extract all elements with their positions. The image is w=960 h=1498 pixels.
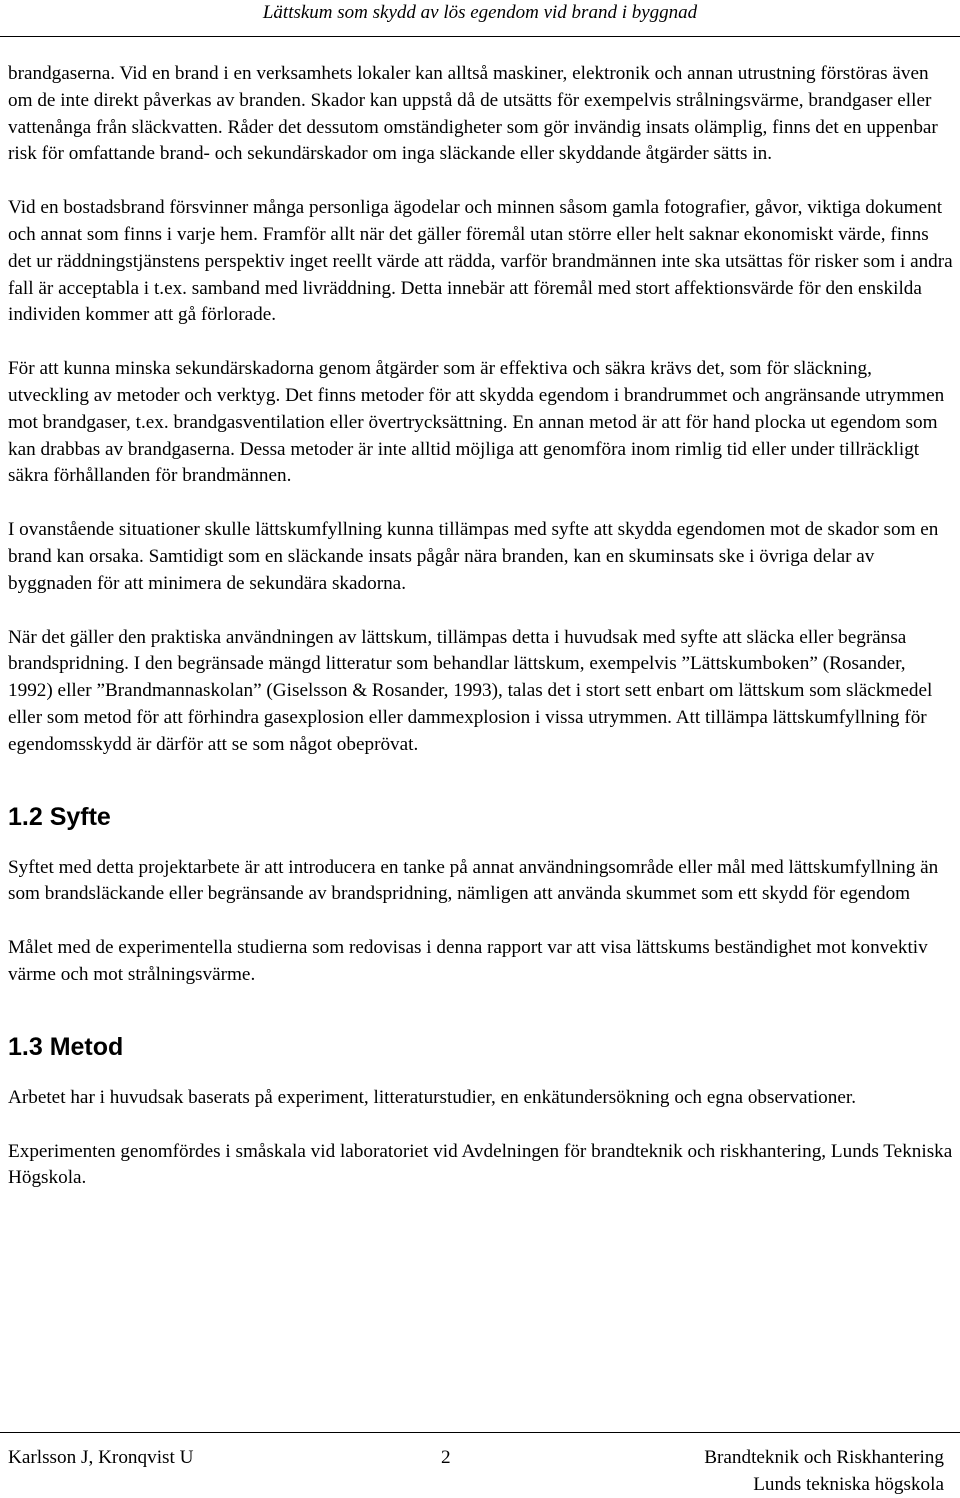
document-body	[8, 61, 953, 1219]
running-header: Lättskum som skydd av lös egendom vid brand i byggnad	[262, 2, 698, 23]
body-paragraph: Syftet med detta projektarbete är att introducera en tanke på annat användningsområde eller mål med lättskumfyllning än som brandsläckande eller begränsande av brandspridning, nämligen att använda skummet som ett skydd för egendom	[8, 856, 939, 905]
body-paragraph: I ovanstående situationer skulle lättskumfyllning kunna tillämpas med syfte att skydda egendomen mot de skador som en brand kan orsaka. Samtidigt som en släckande insats pågår nära branden, kan en skuminsats ske i övriga delar av byggnaden för att minimera de sekundära skadorna.	[8, 519, 939, 594]
page-number: 2	[441, 1447, 451, 1468]
body-paragraph: När det gäller den praktiska användningen av lättskum, tillämpas detta i huvudsak med syfte att släcka eller begränsa brandspridning. I den begränsade mängd litteratur som behandlar lättskum, exempelvis ”Lättskumboken” (Rosander, 1992) eller ”Brandmannaskolan” (Giselsson & Rosander, 1993), talas det i stort sett enbart om lättskum som släckmedel eller som metod för att förhindra gasexplosion eller dammexplosion i vissa utrymmen. Att tillämpa lättskumfyllning för egendomsskydd är därför att se som något obeprövat.	[8, 626, 933, 755]
footer-department: Brandteknik och Riskhantering	[704, 1447, 944, 1468]
footer-divider	[0, 1432, 960, 1433]
body-paragraph: Vid en bostadsbrand försvinner många personliga ägodelar och minnen såsom gamla fotografier, gåvor, viktiga dokument och annat som finns i varje hem. Framför allt när det gäller föremål utan större eller helt saknar ekonomiskt värde, finns det ur räddningstjänstens perspektiv inget reellt värde att rädda, varför brandmännen inte ska utsättas för risker som i andra fall är acceptabla i t.ex. samband med livräddning. Detta innebär att föremål med stort affektionsvärde för den enskilda individen kommer att gå förlorade.	[8, 197, 953, 326]
section-heading-metod: 1.3 Metod	[8, 1032, 124, 1061]
body-paragraph: För att kunna minska sekundärskadorna genom åtgärder som är effektiva och säkra krävs det, som för släckning, utveckling av metoder och verktyg. Det finns metoder för att skydda egendom i brandrummet och angränsande utrymmen mot brandgaser, t.ex. brandgasventilation eller övertrycksättning. En annan metod är att för hand plocka ut egendom som kan drabbas av brandgaserna. Dessa metoder är inte alltid möjliga att genomföra inom rimlig tid eller under tillräckligt säkra förhållanden för brandmännen.	[8, 358, 945, 487]
footer-university: Lunds tekniska högskola	[753, 1474, 944, 1495]
body-paragraph: brandgaserna. Vid en brand i en verksamhets lokaler kan alltså maskiner, elektronik och annan utrustning förstöras även om de inte direkt påverkas av branden. Skador kan uppstå då de utsätts för exempelvis strålningsvärme, brandgaser eller vattenånga från släckvatten. Råder det dessutom omständigheter som gör invändig insats olämplig, finns det en uppenbar risk för omfattande brand- och sekundärskador om inga släckande eller skyddande åtgärder sätts in.	[8, 63, 938, 165]
body-paragraph: Arbetet har i huvudsak baserats på experiment, litteraturstudier, en enkätundersökning och egna observationer.	[8, 1086, 856, 1108]
footer-authors: Karlsson J, Kronqvist U	[8, 1447, 194, 1468]
header-divider	[0, 36, 960, 37]
body-paragraph: Målet med de experimentella studierna som redovisas i denna rapport var att visa lättskums beständighet mot konvektiv värme och mot strålningsvärme.	[8, 937, 928, 985]
section-heading-syfte: 1.2 Syfte	[8, 802, 111, 831]
page-footer	[0, 1444, 960, 1498]
body-paragraph: Experimenten genomfördes i småskala vid laboratoriet vid Avdelningen för brandteknik och riskhantering, Lunds Tekniska Högskola.	[8, 1140, 953, 1189]
